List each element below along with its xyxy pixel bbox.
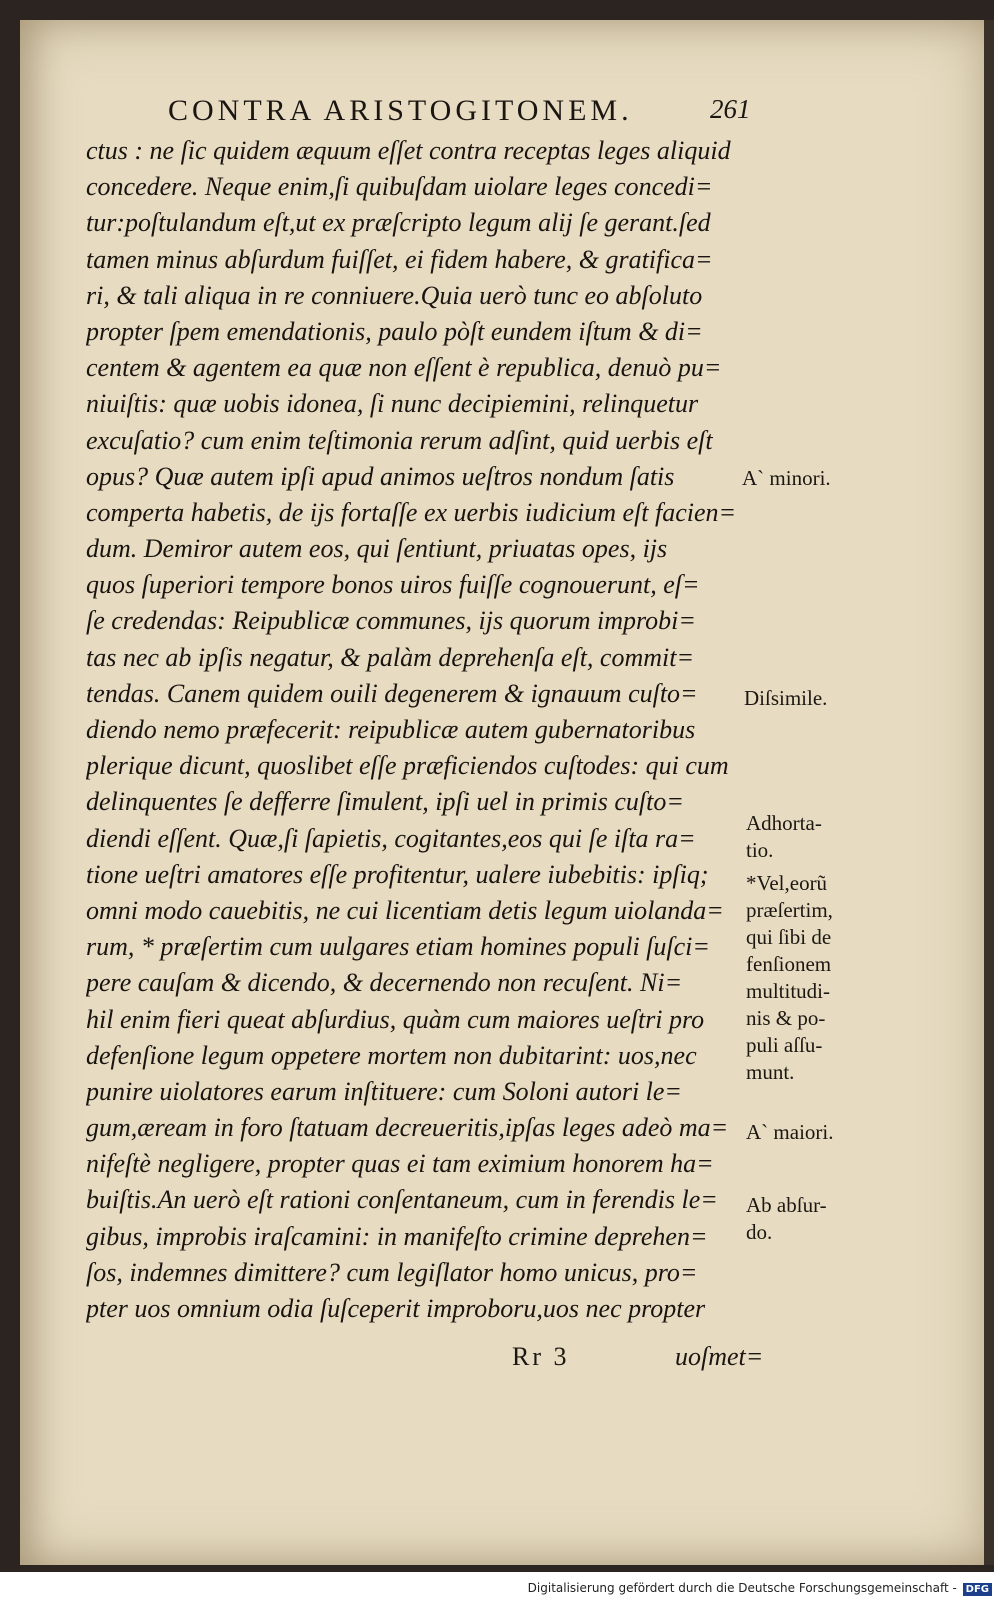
text-line: pter uos omnium odia ſuſceperit improboru,uos nec propter [86, 1294, 706, 1323]
text-line: hil enim fieri queat abſurdius, quàm cum maiores ueſtri pro [86, 1004, 705, 1034]
book-page [20, 20, 984, 1565]
margin-note-line: multitudi- [746, 979, 830, 1003]
dfg-logo: DFG [963, 1583, 992, 1596]
text-line: ſe credendas: Reipublicæ communes, ijs quorum improbi= [86, 606, 696, 636]
catchword: uoſmet= [675, 1342, 764, 1371]
text-line: nifeſtè negligere, propter quas ei tam eximium honorem ha= [86, 1149, 714, 1179]
text-line: tendas. Canem quidem ouili degenerem & ignauum cuſto= [86, 678, 698, 708]
text-line: comperta habetis, de ijs fortaſſe ex uerbis iudicium eſt facien= [86, 497, 737, 527]
margin-note-line: do. [746, 1220, 773, 1244]
text-line: plerique dicunt, quoslibet eſſe præficiendos cuſtodes: qui cum [86, 751, 729, 781]
page-footer [20, 1342, 984, 1382]
text-line: diendi eſſent. Quæ,ſi ſapietis, cogitantes,eos qui ſe iſta ra= [86, 823, 696, 853]
text-line: ri, & tali aliqua in re conniuere.Quia uerò tunc eo abſoluto [86, 280, 703, 310]
running-head: CONTRA ARISTOGITONEM. [168, 94, 633, 127]
text-line: diendo nemo præfecerit: reipublicæ autem gubernatoribus [86, 715, 696, 744]
margin-note-line: tio. [746, 838, 774, 862]
margin-note-vel-corum [746, 870, 833, 1086]
page-header [20, 94, 984, 134]
body-text [86, 133, 776, 1327]
margin-note-ab-absurdo [746, 1192, 827, 1246]
text-line: excuſatio? cum enim teſtimonia rerum adſint, quid uerbis eſt [86, 425, 713, 455]
margin-note-line: Ab abſur- [746, 1193, 827, 1217]
page-edge [984, 20, 994, 1565]
text-line: quos ſuperiori tempore bonos uiros fuiſſe cognouerunt, eſ= [86, 570, 700, 600]
text-line: tas nec ab ipſis negatur, & palàm deprehenſa eſt, commit= [86, 642, 695, 672]
text-line: punire uiolatores earum inſtituere: cum Soloni autori le= [86, 1076, 682, 1106]
text-line: pere cauſam & dicendo, & decernendo non recuſent. Ni= [86, 968, 683, 998]
margin-note-adhortatio [746, 810, 822, 864]
digitization-credit [528, 1581, 992, 1596]
margin-note-line: puli aſſu- [746, 1033, 823, 1057]
text-line: tamen minus abſurdum fuiſſet, ei fidem habere, & gratifica= [86, 244, 713, 274]
margin-note-line: *Vel,eorũ [746, 871, 828, 895]
credit-text: Digitalisierung gefördert durch die Deutsche Forschungsgemeinschaft - [527, 1581, 957, 1595]
margin-note-line: præſertim, [746, 898, 833, 922]
margin-note-line: qui ſibi de [746, 925, 832, 949]
page-number: 261 [710, 94, 751, 124]
margin-note-line: nis & po- [746, 1006, 826, 1030]
margin-note-line: fenſionem [746, 952, 832, 976]
margin-note-line: Adhorta- [746, 811, 822, 835]
margin-note-line: munt. [746, 1060, 795, 1084]
margin-note-a-minori: A` minori. [742, 466, 831, 490]
text-line: omni modo cauebitis, ne cui licentiam detis legum uiolanda= [86, 895, 724, 925]
text-line: buiſtis.An uerò eſt rationi conſentaneum, cum in ferendis le= [86, 1185, 718, 1215]
text-line: ctus : ne ſic quidem æquum eſſet contra receptas leges aliquid [86, 136, 731, 165]
text-line: tione ueſtri amatores eſſe profitentur, ualere iubebitis: ipſiq; [86, 859, 709, 889]
text-line: gibus, improbis iraſcamini: in manifeſto crimine deprehen= [86, 1221, 708, 1251]
text-line: delinquentes ſe defferre ſimulent, ipſi uel in primis cuſto= [86, 787, 684, 817]
margin-note-a-maiori: A` maiori. [746, 1120, 834, 1144]
text-line: tur:poſtulandum eſt,ut ex præſcripto legum alij ſe gerant.ſed [86, 208, 711, 238]
text-line: dum. Demiror autem eos, qui ſentiunt, priuatas opes, ijs [86, 534, 668, 564]
text-line: opus? Quæ autem ipſi apud animos ueſtros nondum ſatis [86, 461, 675, 491]
text-line: niuiſtis: quæ uobis idonea, ſi nunc decipiemini, relinquetur [86, 389, 699, 419]
text-line: gum,æream in foro ſtatuam decreueritis,ipſas leges adeò ma= [86, 1113, 729, 1143]
text-line: propter ſpem emendationis, paulo pòſt eundem iſtum & di= [86, 316, 703, 346]
text-line: rum, * præſertim cum uulgares etiam homines populi ſuſci= [86, 932, 710, 962]
text-line: ſos, indemnes dimittere? cum legiſlator homo unicus, pro= [86, 1257, 698, 1287]
text-line: centem & agentem ea quæ non eſſent è republica, denuò pu= [86, 353, 722, 383]
margin-note-dissimile: Diſsimile. [744, 686, 828, 710]
signature-mark: Rr 3 [512, 1342, 570, 1371]
text-line: defenſione legum oppetere mortem non dubitarint: uos,nec [86, 1040, 697, 1070]
text-line: concedere. Neque enim,ſi quibuſdam uiolare leges concedi= [86, 172, 713, 202]
